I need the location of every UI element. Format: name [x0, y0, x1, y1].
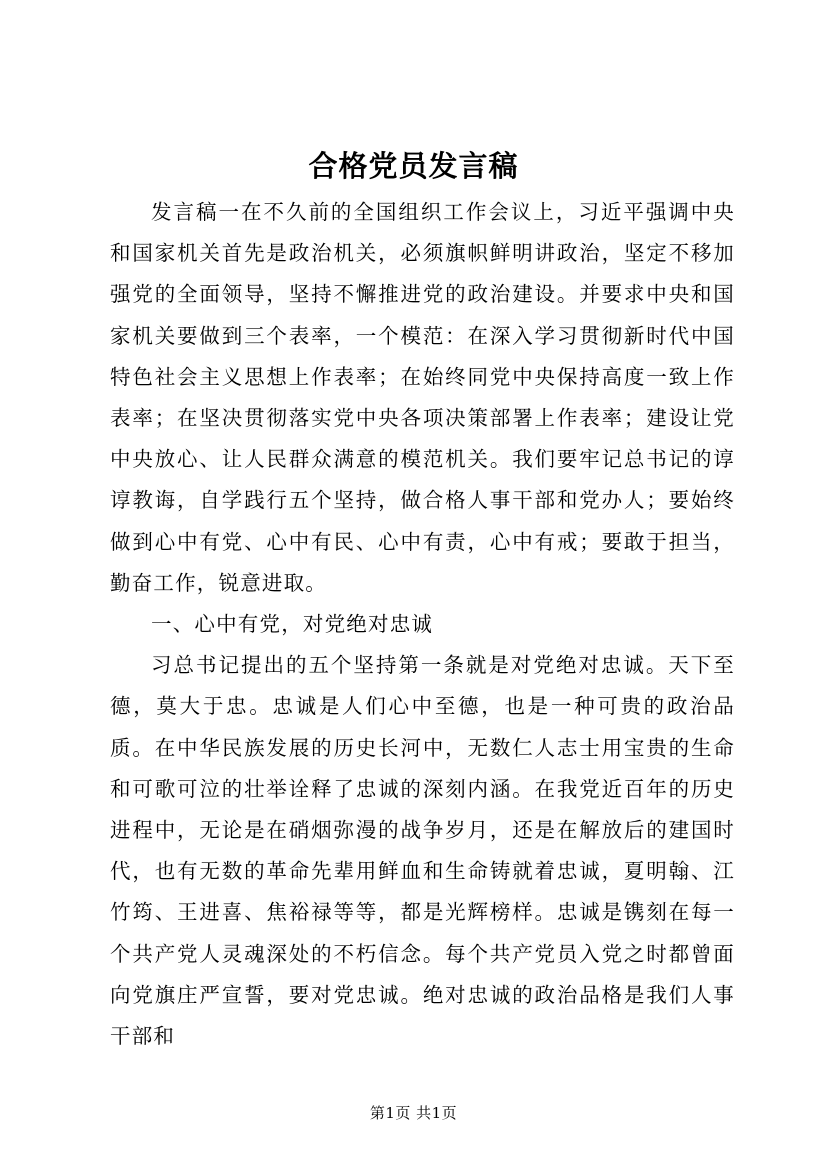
- document-body: [110, 192, 735, 1057]
- page-footer: 第1页 共1页: [369, 1104, 458, 1122]
- section-paragraph: 习总书记提出的五个坚持第一条就是对党绝对忠诚。天下至德，莫大于忠。忠诚是人们心中至德，也是一种可贵的政治品质。在中华民族发展的历史长河中，无数仁人志士用宝贵的生命和可歌可泣的壮举诠释了忠诚的深刻内涵。在我党近百年的历史进程中，无论是在硝烟弥漫的战争岁月，还是在解放后的建国时代，也有无数的革命先辈用鲜血和生命铸就着忠诚，夏明翰、江竹筠、王进喜、焦裕禄等等，都是光辉榜样。忠诚是镌刻在每一个共产党人灵魂深处的不朽信念。每个共产党员入党之时都曾面向党旗庄严宣誓，要对党忠诚。绝对忠诚的政治品格是我们人事干部和: [110, 653, 735, 1049]
- intro-paragraph: 发言稿一在不久前的全国组织工作会议上，习近平强调中央和国家机关首先是政治机关，必须旗帜鲜明讲政治，坚定不移加强党的全面领导，坚持不懈推进党的政治建设。并要求中央和国家机关要做到三个表率，一个模范：在深入学习贯彻新时代中国特色社会主义思想上作表率；在始终同党中央保持高度一致上作表率；在坚决贯彻落实党中央各项决策部署上作表率；建设让党中央放心、让人民群众满意的模范机关。我们要牢记总书记的谆谆教诲，自学践行五个坚持，做合格人事干部和党办人；要始终做到心中有党、心中有民、心中有责，心中有戒；要敢于担当，勤奋工作，锐意进取。: [110, 200, 735, 595]
- section-heading: 一、心中有党，对党绝对忠诚: [151, 612, 434, 637]
- document-title: 合格党员发言稿: [308, 149, 519, 183]
